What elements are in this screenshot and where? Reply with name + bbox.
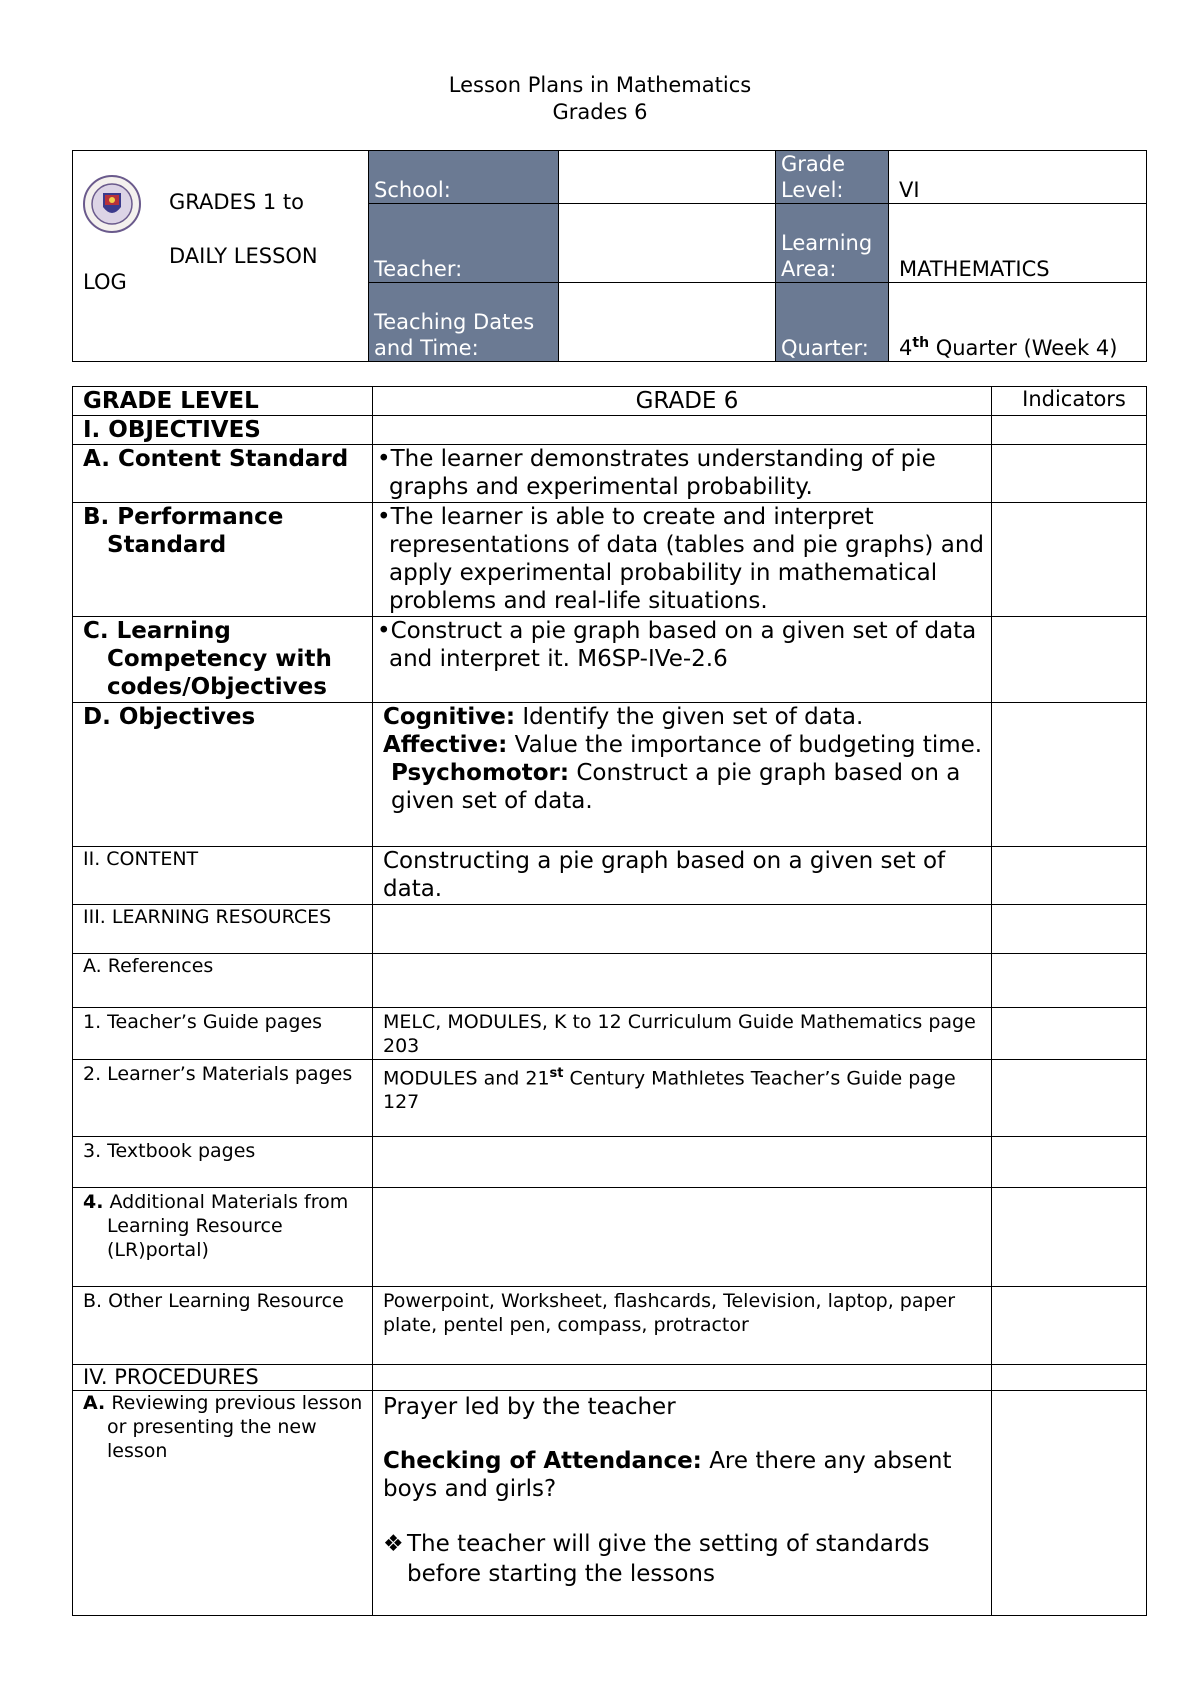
additional-materials-label: 4. Additional Materials from Learning Resource (LR)portal) [73, 1188, 373, 1287]
learners-materials-value: MODULES and 21st Century Mathletes Teacher’s Guide page 127 [373, 1060, 992, 1137]
logo-text-daily-lesson: DAILY LESSON [169, 244, 318, 268]
objectives-heading-content [373, 416, 992, 445]
learning-area-field[interactable]: MATHEMATICS [889, 204, 1147, 283]
psychomotor-line: Psychomotor: Construct a pie graph based on a given set of data. [391, 760, 961, 814]
learning-competency-value: •Construct a pie graph based on a given set of data and interpret it. M6SP-IVe-2.6 [373, 617, 992, 703]
learning-area-label: Learning Area: [776, 204, 889, 283]
procedures-heading: IV. PROCEDURES [73, 1365, 373, 1391]
logo-text-grades: GRADES 1 to [169, 190, 304, 214]
indicator-cell [992, 1137, 1147, 1188]
quarter-field[interactable] [889, 283, 1147, 362]
content-standard-text: The learner demonstrates understanding of pie graphs and experimental probability. [389, 446, 936, 500]
learning-competency-text: Construct a pie graph based on a given set of data and interpret it. M6SP-IVe-2.6 [389, 618, 977, 672]
school-label: School: [369, 151, 559, 204]
indicators-header: Indicators [992, 387, 1147, 416]
grade-level-label: Grade Level: [776, 151, 889, 204]
quarter-suffix: th [912, 335, 930, 351]
learning-resources-label: III. LEARNING RESOURCES [73, 905, 373, 954]
teaching-dates-field[interactable] [559, 283, 776, 362]
standards-line: ❖ The teacher will give the setting of standards before starting the lessons [383, 1531, 930, 1587]
indicator-cell [992, 1008, 1147, 1060]
lesson-table [72, 386, 1147, 1616]
indicator-cell [992, 1188, 1147, 1287]
indicator-cell [992, 1365, 1147, 1391]
logo-cell [73, 151, 369, 362]
indicator-cell [992, 1287, 1147, 1365]
quarter-number: 4 [899, 336, 913, 360]
content-label: II. CONTENT [73, 847, 373, 905]
additional-materials-value [373, 1188, 992, 1287]
diamond-bullet-icon: ❖ [383, 1531, 404, 1557]
cognitive-line: Cognitive: Identify the given set of data. [383, 704, 864, 730]
document-subtitle: Grades 6 [552, 100, 648, 124]
reviewing-lesson-value [373, 1391, 992, 1616]
grade-level-field[interactable]: VI [889, 151, 1147, 204]
objectives-heading: I. OBJECTIVES [73, 416, 373, 445]
teacher-field[interactable] [559, 204, 776, 283]
document-title: Lesson Plans in Mathematics [448, 73, 752, 97]
prayer-line: Prayer led by the teacher [383, 1394, 676, 1420]
textbook-pages-label: 3. Textbook pages [73, 1137, 373, 1188]
performance-standard-value: •The learner is able to create and interpret representations of data (tables and pie graphs) and apply experimental probability in mathematical problems and real-life situations. [373, 503, 992, 617]
reviewing-lesson-label: A. Reviewing previous lesson or presenting the new lesson [73, 1391, 373, 1616]
other-resources-value: Powerpoint, Worksheet, flashcards, Television, laptop, paper plate, pentel pen, compass, protractor [373, 1287, 992, 1365]
indicator-cell [992, 416, 1147, 445]
performance-standard-text: The learner is able to create and interpret representations of data (tables and pie graphs) and apply experimental probability in mathematical problems and real-life situations. [389, 504, 984, 614]
objectives-value [373, 703, 992, 847]
procedures-heading-content [373, 1365, 992, 1391]
indicator-cell [992, 847, 1147, 905]
indicator-cell [992, 503, 1147, 617]
indicator-cell [992, 905, 1147, 954]
learning-competency-label: C. Learning Competency with codes/Objectives [73, 617, 373, 703]
quarter-label: Quarter: [776, 283, 889, 362]
teacher-label: Teacher: [369, 204, 559, 283]
references-label: A. References [73, 954, 373, 1008]
grade-header: GRADE 6 [373, 387, 992, 416]
other-resources-label: B. Other Learning Resource [73, 1287, 373, 1365]
content-value: Constructing a pie graph based on a given set of data. [373, 847, 992, 905]
deped-seal-icon [83, 175, 141, 233]
teachers-guide-label: 1. Teacher’s Guide pages [73, 1008, 373, 1060]
textbook-pages-value [373, 1137, 992, 1188]
indicator-cell [992, 1391, 1147, 1616]
objectives-label: D. Objectives [73, 703, 373, 847]
content-standard-label: A. Content Standard [73, 445, 373, 503]
quarter-text: Quarter (Week 4) [929, 336, 1118, 360]
logo-text-log: LOG [83, 270, 127, 294]
learners-materials-label: 2. Learner’s Materials pages [73, 1060, 373, 1137]
teachers-guide-value: MELC, MODULES, K to 12 Curriculum Guide Mathematics page 203 [373, 1008, 992, 1060]
indicator-cell [992, 954, 1147, 1008]
affective-line: Affective: Value the importance of budgeting time. [383, 732, 983, 758]
grade-level-header: GRADE LEVEL [73, 387, 373, 416]
indicator-cell [992, 1060, 1147, 1137]
attendance-line: Checking of Attendance: Are there any absent boys and girls? [383, 1448, 952, 1502]
indicator-cell [992, 617, 1147, 703]
header-table [72, 150, 1147, 362]
learning-resources-value [373, 905, 992, 954]
content-standard-value: •The learner demonstrates understanding of pie graphs and experimental probability. [373, 445, 992, 503]
teaching-dates-label: Teaching Dates and Time: [369, 283, 559, 362]
indicator-cell [992, 445, 1147, 503]
indicator-cell [992, 703, 1147, 847]
references-value [373, 954, 992, 1008]
performance-standard-label: B. Performance Standard [73, 503, 373, 617]
school-field[interactable] [559, 151, 776, 204]
